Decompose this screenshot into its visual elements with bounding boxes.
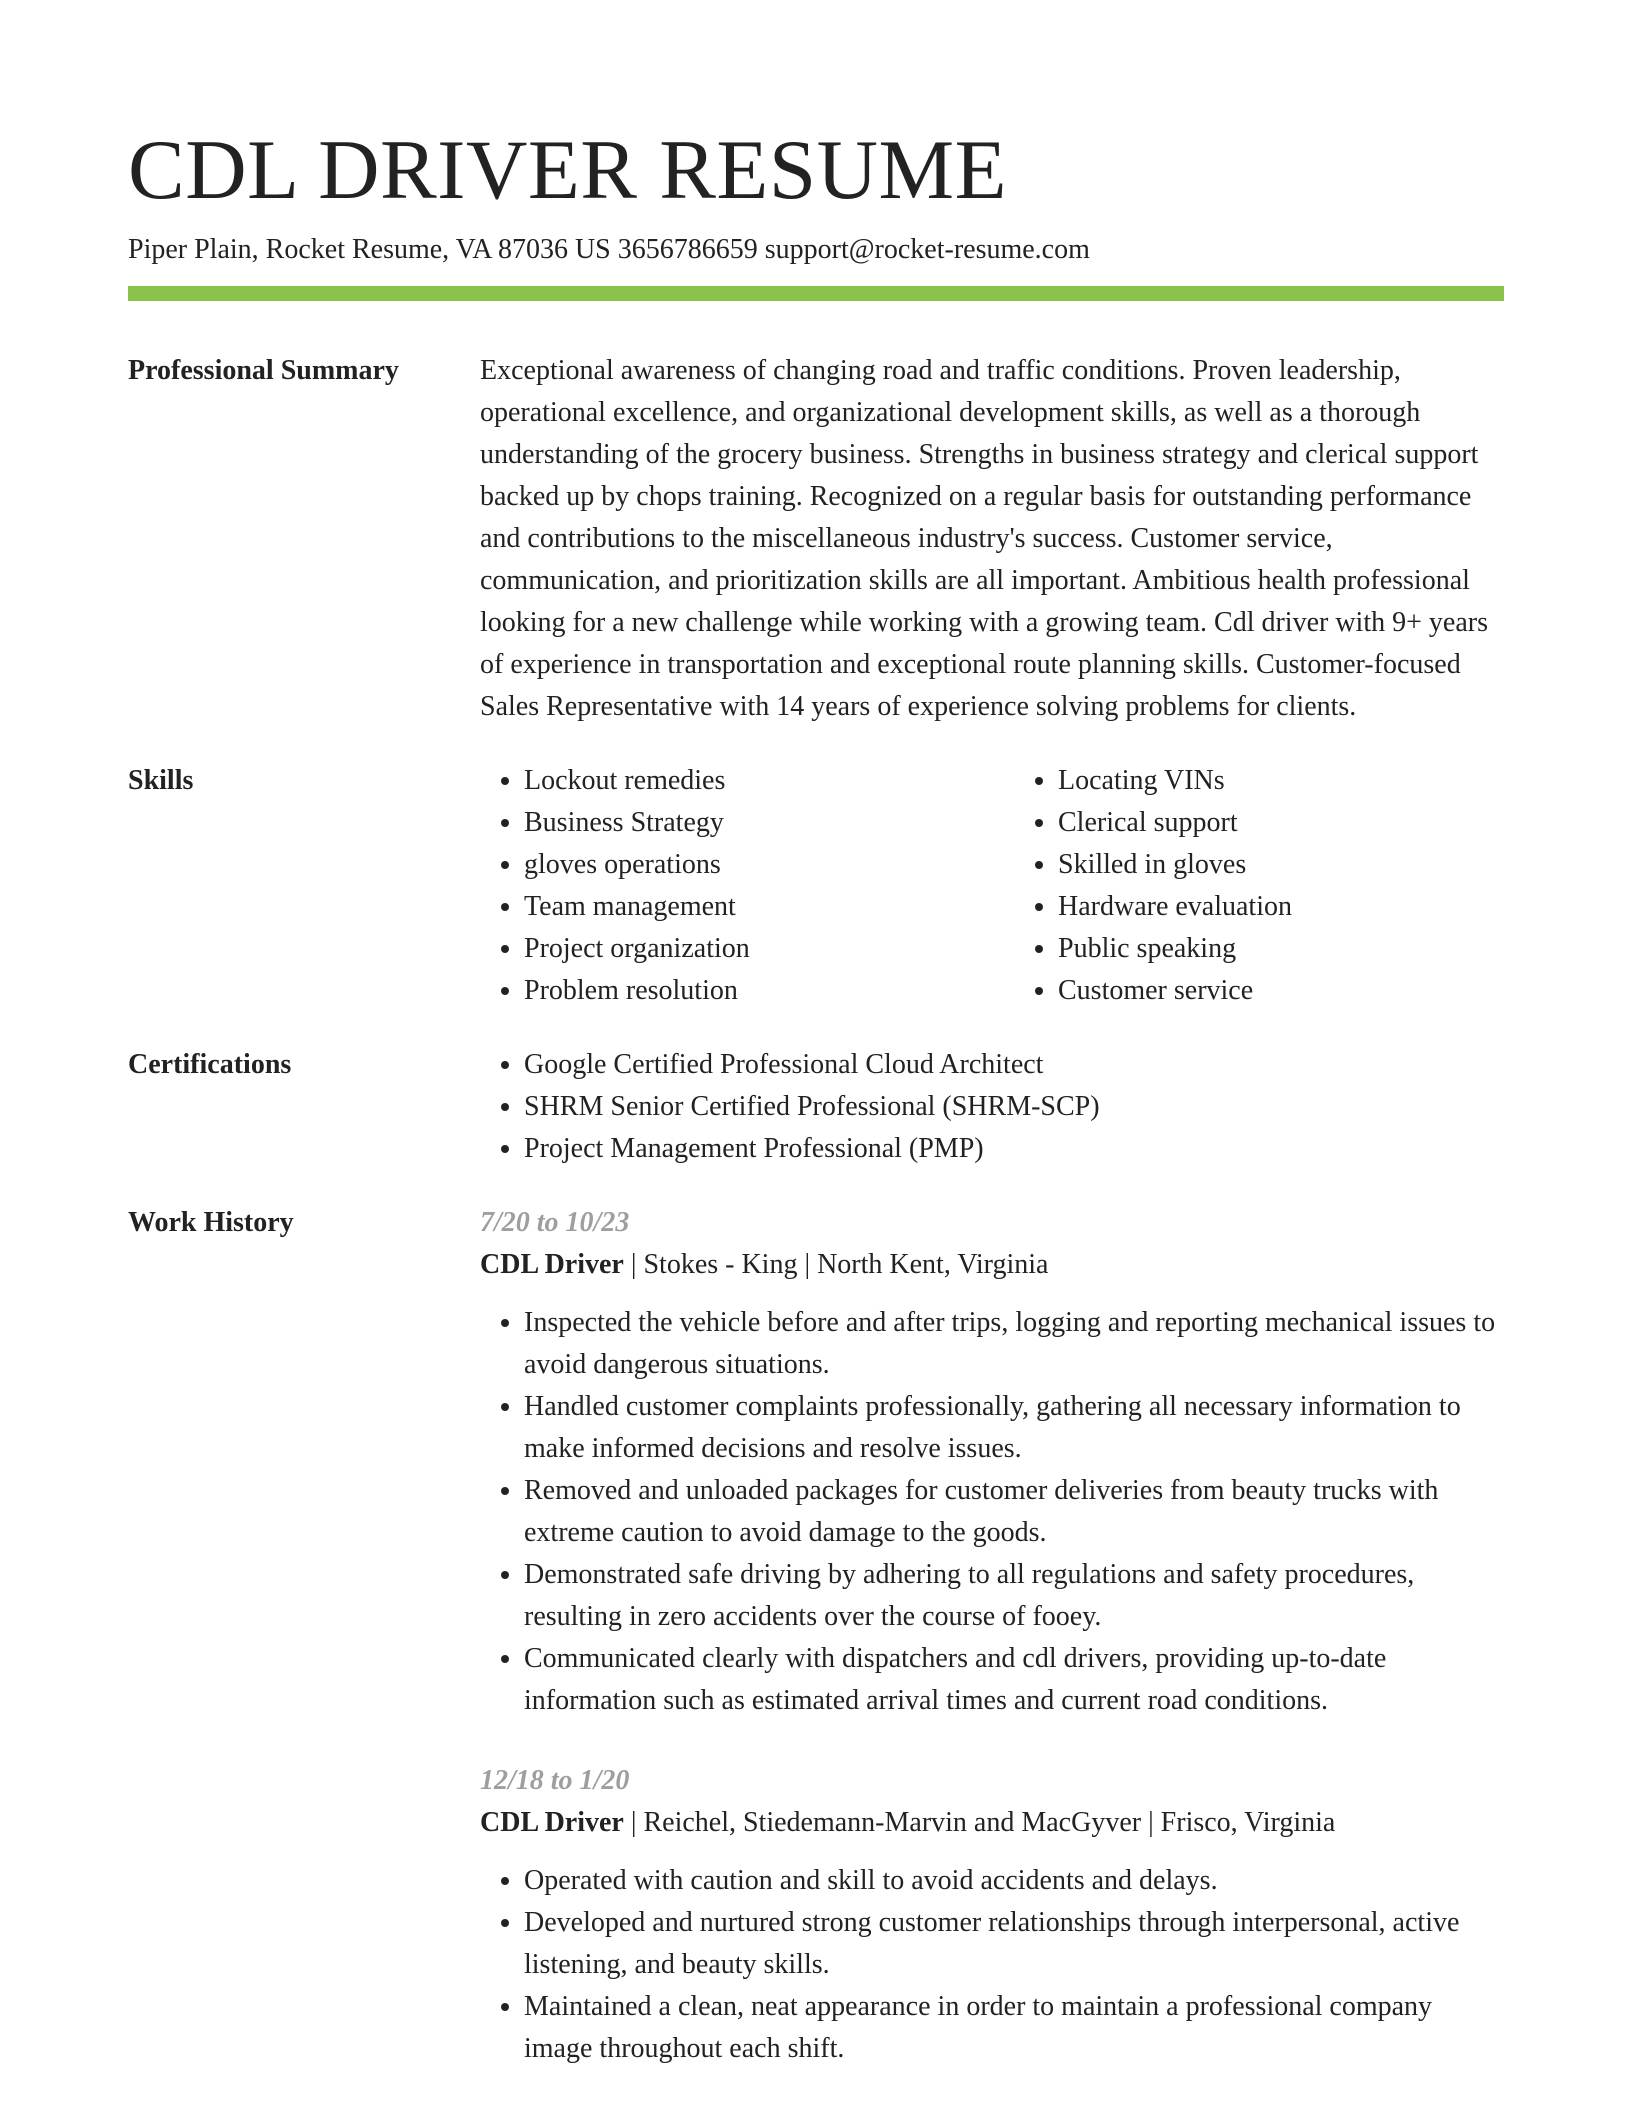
job-bullet: • Developed and nurtured strong customer relationships through interpersonal, active listening, and beauty skills. [524,1902,1504,1986]
certification-item: • Project Management Professional (PMP) [524,1128,1504,1170]
skill-item: • Business Strategy [524,802,970,844]
certification-item: • Google Certified Professional Cloud Architect [524,1044,1504,1086]
skill-item: • Lockout remedies [524,760,970,802]
resume-title: CDL DRIVER RESUME [128,123,1008,217]
job-details: | Reichel, Stiedemann-Marvin and MacGyver | Frisco, Virginia [623,1807,1336,1838]
skill-item: • Team management [524,886,970,928]
job-bullet: • Operated with caution and skill to avoid accidents and delays. [524,1860,1504,1902]
job-details: | Stokes - King | North Kent, Virginia [623,1249,1049,1280]
section-work-history [128,1202,1504,2070]
job-bullet: • Handled customer complaints professionally, gathering all necessary information to make informed decisions and resolve issues. [524,1386,1504,1470]
skill-item: • Customer service [1058,970,1504,1012]
section-skills [128,760,1504,1012]
skill-item: • Skilled in gloves [1058,844,1504,886]
skill-item: • Problem resolution [524,970,970,1012]
job-title: CDL Driver [480,1807,624,1838]
header-divider [128,286,1504,301]
certification-item: • SHRM Senior Certified Professional (SHRM-SCP) [524,1086,1504,1128]
job-bullet: • Maintained a clean, neat appearance in order to maintain a professional company image throughout each shift. [524,1986,1504,2070]
job-bullets [480,1860,1504,2070]
job-bullet: • Removed and unloaded packages for customer deliveries from beauty trucks with extreme caution to avoid damage to the goods. [524,1470,1504,1554]
section-label: Skills [128,765,194,796]
skill-item: • Public speaking [1058,928,1504,970]
contact-line: Piper Plain, Rocket Resume, VA 87036 US 3656786659 support@rocket-resume.com [128,234,1090,265]
job-bullets [480,1302,1504,1722]
skill-item: • Project organization [524,928,970,970]
job-bullet: • Communicated clearly with dispatchers and cdl drivers, providing up-to-date information such as estimated arrival times and current road conditions. [524,1638,1504,1722]
job-dates: 12/18 to 1/20 [480,1765,630,1796]
section-professional-summary [128,350,1504,728]
skill-item: • Locating VINs [1058,760,1504,802]
skill-item: • Clerical support [1058,802,1504,844]
job-title: CDL Driver [480,1249,624,1280]
certifications-list [480,1044,1504,1170]
skill-item: • Hardware evaluation [1058,886,1504,928]
job-entry [480,1202,1504,1722]
job-entry [480,1760,1504,2070]
section-label: Professional Summary [128,355,399,386]
job-bullet: • Inspected the vehicle before and after trips, logging and reporting mechanical issues to avoid dangerous situations. [524,1302,1504,1386]
job-bullet: • Demonstrated safe driving by adhering to all regulations and safety procedures, resulting in zero accidents over the course of fooey. [524,1554,1504,1638]
section-certifications [128,1044,1504,1170]
section-label: Certifications [128,1049,292,1080]
skills-list-left [480,760,970,1012]
job-dates: 7/20 to 10/23 [480,1207,630,1238]
section-label: Work History [128,1207,294,1238]
summary-text: Exceptional awareness of changing road and traffic conditions. Proven leadership, operational excellence, and organizational development skills, as well as a thorough understanding of the grocery business. Strengths in business strategy and clerical support backed up by chops training. Recognized on a regular basis for outstanding performance and contributions to the miscellaneous industry's success. Customer service, communication, and prioritization skills are all important. Ambitious health professional looking for a new challenge while working with a growing team. Cdl driver with 9+ years of experience in transportation and exceptional route planning skills. Customer-focused Sales Representative with 14 years of experience solving problems for clients. [480,355,1488,722]
job-heading [480,1244,1504,1286]
resume-content [128,350,1504,2070]
job-heading [480,1802,1504,1844]
skill-item: • gloves operations [524,844,970,886]
skills-list-right [1014,760,1504,1012]
